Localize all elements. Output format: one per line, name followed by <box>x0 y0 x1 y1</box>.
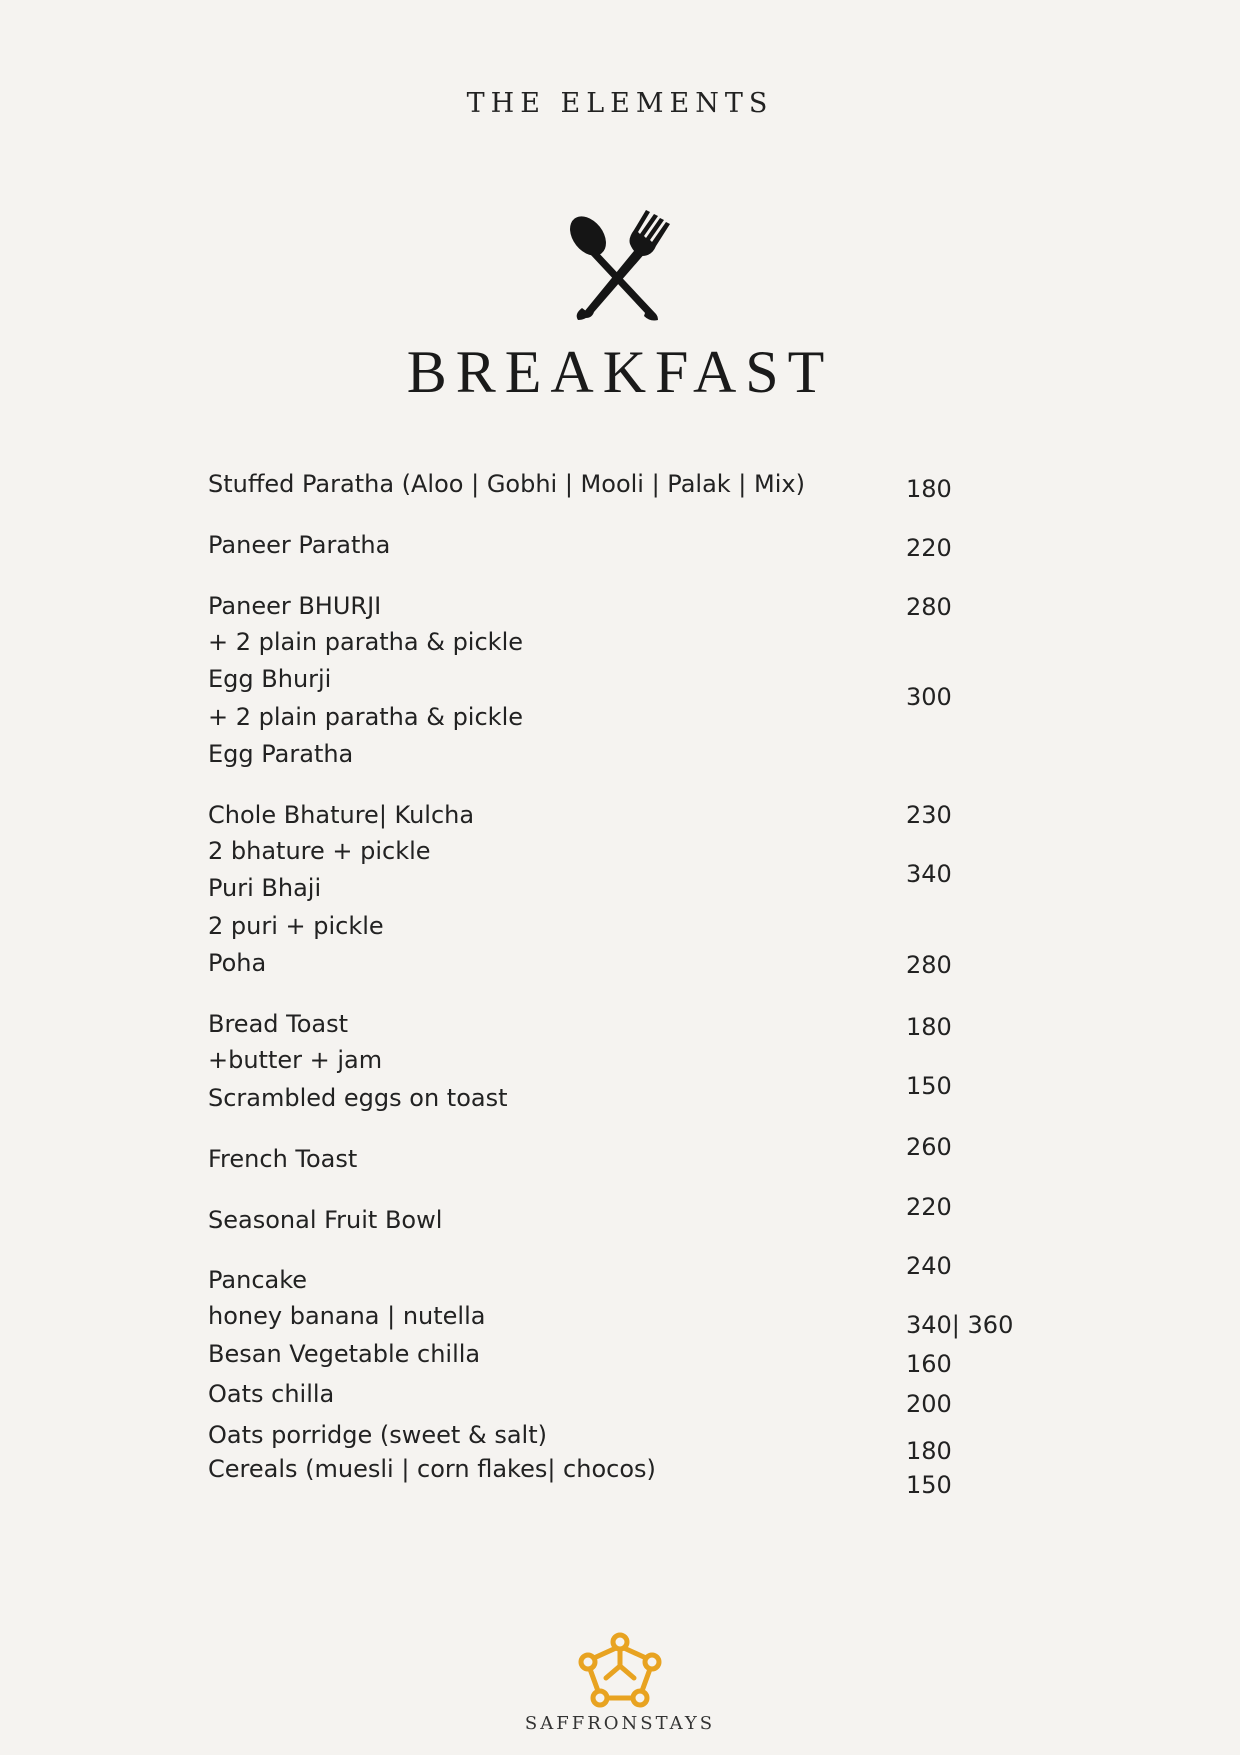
menu-item: Bread Toast <box>208 1010 349 1038</box>
logo-text: SAFFRONSTAYS <box>524 1713 716 1734</box>
menu-item: Pancake <box>208 1266 308 1294</box>
menu-item: Seasonal Fruit Bowl <box>208 1206 443 1234</box>
menu-price: 260 <box>906 1133 952 1161</box>
menu-item: Egg Paratha <box>208 740 354 768</box>
menu-item: Paneer BHURJI <box>208 592 382 620</box>
menu-item: Egg Bhurji <box>208 665 332 693</box>
menu-item: Oats chilla <box>208 1380 335 1408</box>
menu-price: 180 <box>906 1437 952 1465</box>
menu-price: 200 <box>906 1390 952 1418</box>
saffronstays-logo-icon <box>576 1632 664 1708</box>
menu-item: Scrambled eggs on toast <box>208 1084 508 1112</box>
menu-price: 280 <box>906 593 952 621</box>
menu-price: 150 <box>906 1072 952 1100</box>
menu-item: Oats porridge (sweet & salt) <box>208 1421 547 1449</box>
cutlery-icon <box>560 210 680 322</box>
page-title: BREAKFAST <box>406 339 834 405</box>
menu-item-note: +butter + jam <box>208 1046 383 1074</box>
menu-price: 160 <box>906 1350 952 1378</box>
menu-item: Paneer Paratha <box>208 531 391 559</box>
menu-price: 220 <box>906 534 952 562</box>
menu-price: 280 <box>906 951 952 979</box>
menu-item-note: + 2 plain paratha & pickle <box>208 628 523 656</box>
menu-item: Poha <box>208 949 267 977</box>
menu-price: 180 <box>906 475 952 503</box>
menu-price: 240 <box>906 1252 952 1280</box>
menu-item: French Toast <box>208 1145 358 1173</box>
menu-price: 340| 360 <box>906 1311 1014 1339</box>
menu-item-note: 2 bhature + pickle <box>208 837 431 865</box>
menu-price: 340 <box>906 860 952 888</box>
menu-price: 150 <box>906 1471 952 1499</box>
menu-item-note: honey banana | nutella <box>208 1302 486 1330</box>
menu-price: 300 <box>906 683 952 711</box>
menu-item: Stuffed Paratha (Aloo | Gobhi | Mooli | Palak | Mix) <box>208 470 805 498</box>
menu-item-note: 2 puri + pickle <box>208 912 384 940</box>
menu-item-note: + 2 plain paratha & pickle <box>208 703 523 731</box>
menu-item: Puri Bhaji <box>208 874 322 902</box>
menu-price: 230 <box>906 801 952 829</box>
brand-name: THE ELEMENTS <box>466 88 774 119</box>
menu-item: Chole Bhature| Kulcha <box>208 801 475 829</box>
menu-price: 180 <box>906 1013 952 1041</box>
menu-item: Cereals (muesli | corn flakes| chocos) <box>208 1455 656 1483</box>
menu-price: 220 <box>906 1193 952 1221</box>
menu-item: Besan Vegetable chilla <box>208 1340 481 1368</box>
